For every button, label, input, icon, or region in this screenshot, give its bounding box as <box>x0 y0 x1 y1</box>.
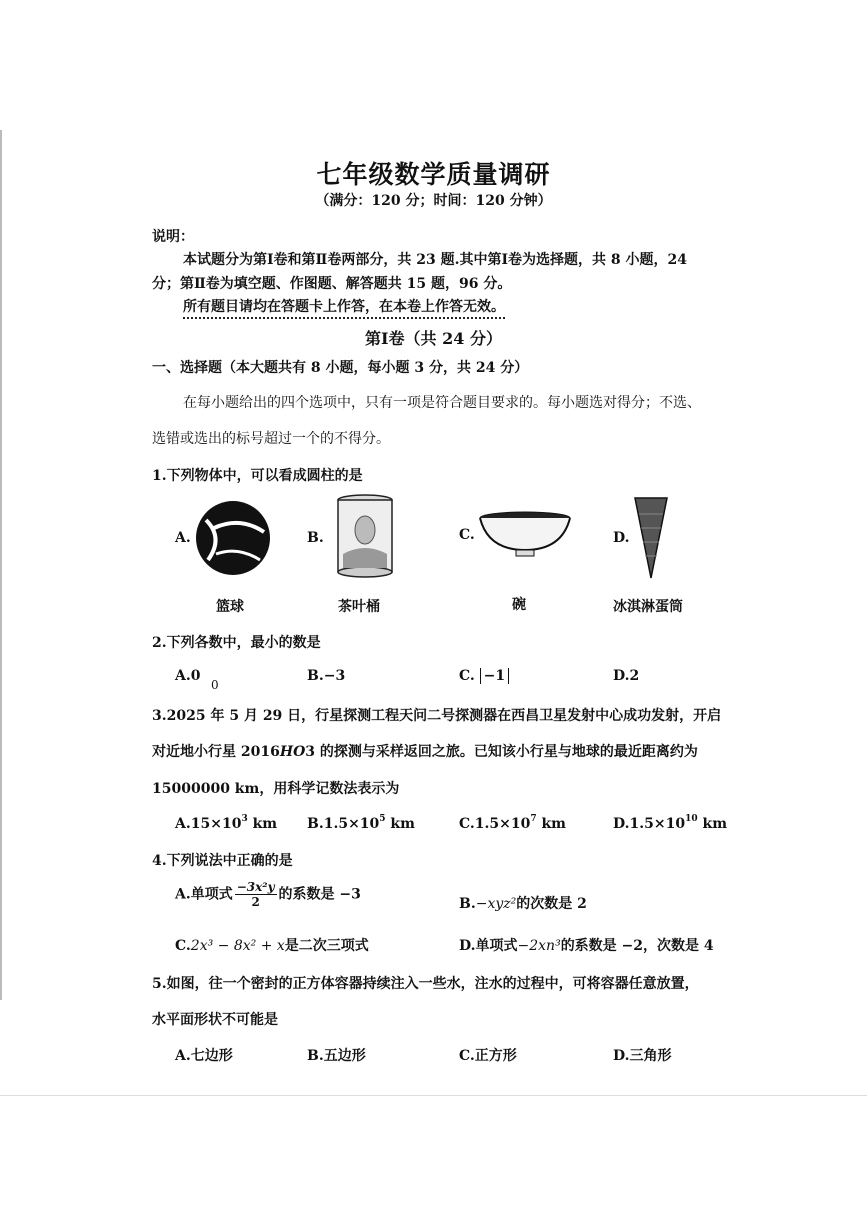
q5-option-b: B.五边形 <box>307 1048 366 1064</box>
q3-line3: 15000000 km，用科学记数法表示为 <box>152 781 400 797</box>
q3-option-c: $C.1.5\times 10^7$ km <box>459 814 566 832</box>
q4-option-d: D.单项式−2xn³的系数是 −2，次数是 4 <box>459 938 714 954</box>
q4-option-c: C.2x³ − 8x² + x是二次三项式 <box>175 938 369 954</box>
q5-option-a: A.七边形 <box>175 1048 233 1064</box>
q3-option-b: $B.1.5\times 10^5$ km <box>307 814 415 832</box>
q4-option-b: B.−xyz²的次数是 2 <box>459 896 587 912</box>
section-desc-line2: 选错或选出的标号超过一个的不得分。 <box>152 431 390 447</box>
q3-line1: 3.2025 年 5 月 29 日，行星探测工程天问二号探测器在西昌卫星发射中心成功发射，开启 <box>152 708 722 724</box>
q1-option-c-letter: C. <box>459 527 475 543</box>
ice-cream-cone-image <box>633 494 669 580</box>
q2-stem: 2.下列各数中，最小的数是 <box>152 635 321 651</box>
instructions-line3: 所有题目请均在答题卡上作答，在本卷上作答无效。 <box>183 296 505 316</box>
bowl-image <box>478 510 572 560</box>
instructions-heading: 说明： <box>152 229 194 245</box>
q1-option-d-letter: D. <box>613 530 630 546</box>
fraction: $\frac{\text{−3x²y}}{2}$ <box>236 880 275 909</box>
page-bottom-edge <box>0 1095 867 1096</box>
q1-option-b-caption: 茶叶桶 <box>338 599 380 615</box>
q2-option-d: D.2 <box>613 668 640 684</box>
q4-option-a: A.单项式 $\frac{\text{−3x²y}}{2}$ 的系数是 −3 <box>175 880 361 909</box>
q1-option-d-caption: 冰淇淋蛋筒 <box>613 599 683 615</box>
q5-line2: 水平面形状不可能是 <box>152 1012 278 1028</box>
q3-option-a: $A.15\times 10^3$ km <box>175 814 278 832</box>
instructions-line2: 分；第Ⅱ卷为填空题、作图题、解答题共 15 题，96 分。 <box>152 276 512 292</box>
q5-option-d: D.三角形 <box>613 1048 672 1064</box>
instructions-line1: 本试题分为第Ⅰ卷和第Ⅱ卷两部分，共 23 题.其中第Ⅰ卷为选择题，共 8 小题，24 <box>183 252 687 268</box>
section-heading: 一、选择题（本大题共有 8 小题，每小题 3 分，共 24 分） <box>152 360 529 376</box>
part1-heading: 第Ⅰ卷（共 24 分） <box>365 329 502 348</box>
page-subtitle: （满分：120 分；时间：120 分钟） <box>315 193 552 209</box>
q1-stem: 1.下列物体中，可以看成圆柱的是 <box>152 468 363 484</box>
section-desc-line1: 在每小题给出的四个选项中，只有一项是符合题目要求的。每小题选对得分；不选、 <box>183 395 701 411</box>
q1-option-a-caption: 篮球 <box>216 599 244 615</box>
scan-edge <box>0 130 2 1000</box>
q3-line2: 对近地小行星 2016HO3 的探测与采样返回之旅。已知该小行星与地球的最近距离约为 <box>152 744 698 760</box>
q2-option-c: C. −1 <box>459 668 509 684</box>
q2-handwritten-mark: 0 <box>211 678 219 692</box>
q2-option-b: B.−3 <box>307 668 346 684</box>
q4-stem: 4.下列说法中正确的是 <box>152 853 293 869</box>
q1-option-c-caption: 碗 <box>512 597 526 613</box>
basketball-image <box>194 498 272 578</box>
q1-option-b-letter: B. <box>307 530 324 546</box>
q1-option-a-letter: A. <box>175 530 191 546</box>
tea-canister-image <box>335 494 395 580</box>
q5-line1: 5.如图，往一个密封的正方体容器持续注入一些水，注水的过程中，可将容器任意放置， <box>152 976 699 992</box>
page-title: 七年级数学质量调研 <box>316 160 551 189</box>
q2-option-a: A.0 <box>175 668 201 684</box>
q5-option-c: C.正方形 <box>459 1048 517 1064</box>
absolute-value: −1 <box>480 668 509 684</box>
q3-option-d: $D.1.5\times 10^{10}$ km <box>613 814 728 832</box>
